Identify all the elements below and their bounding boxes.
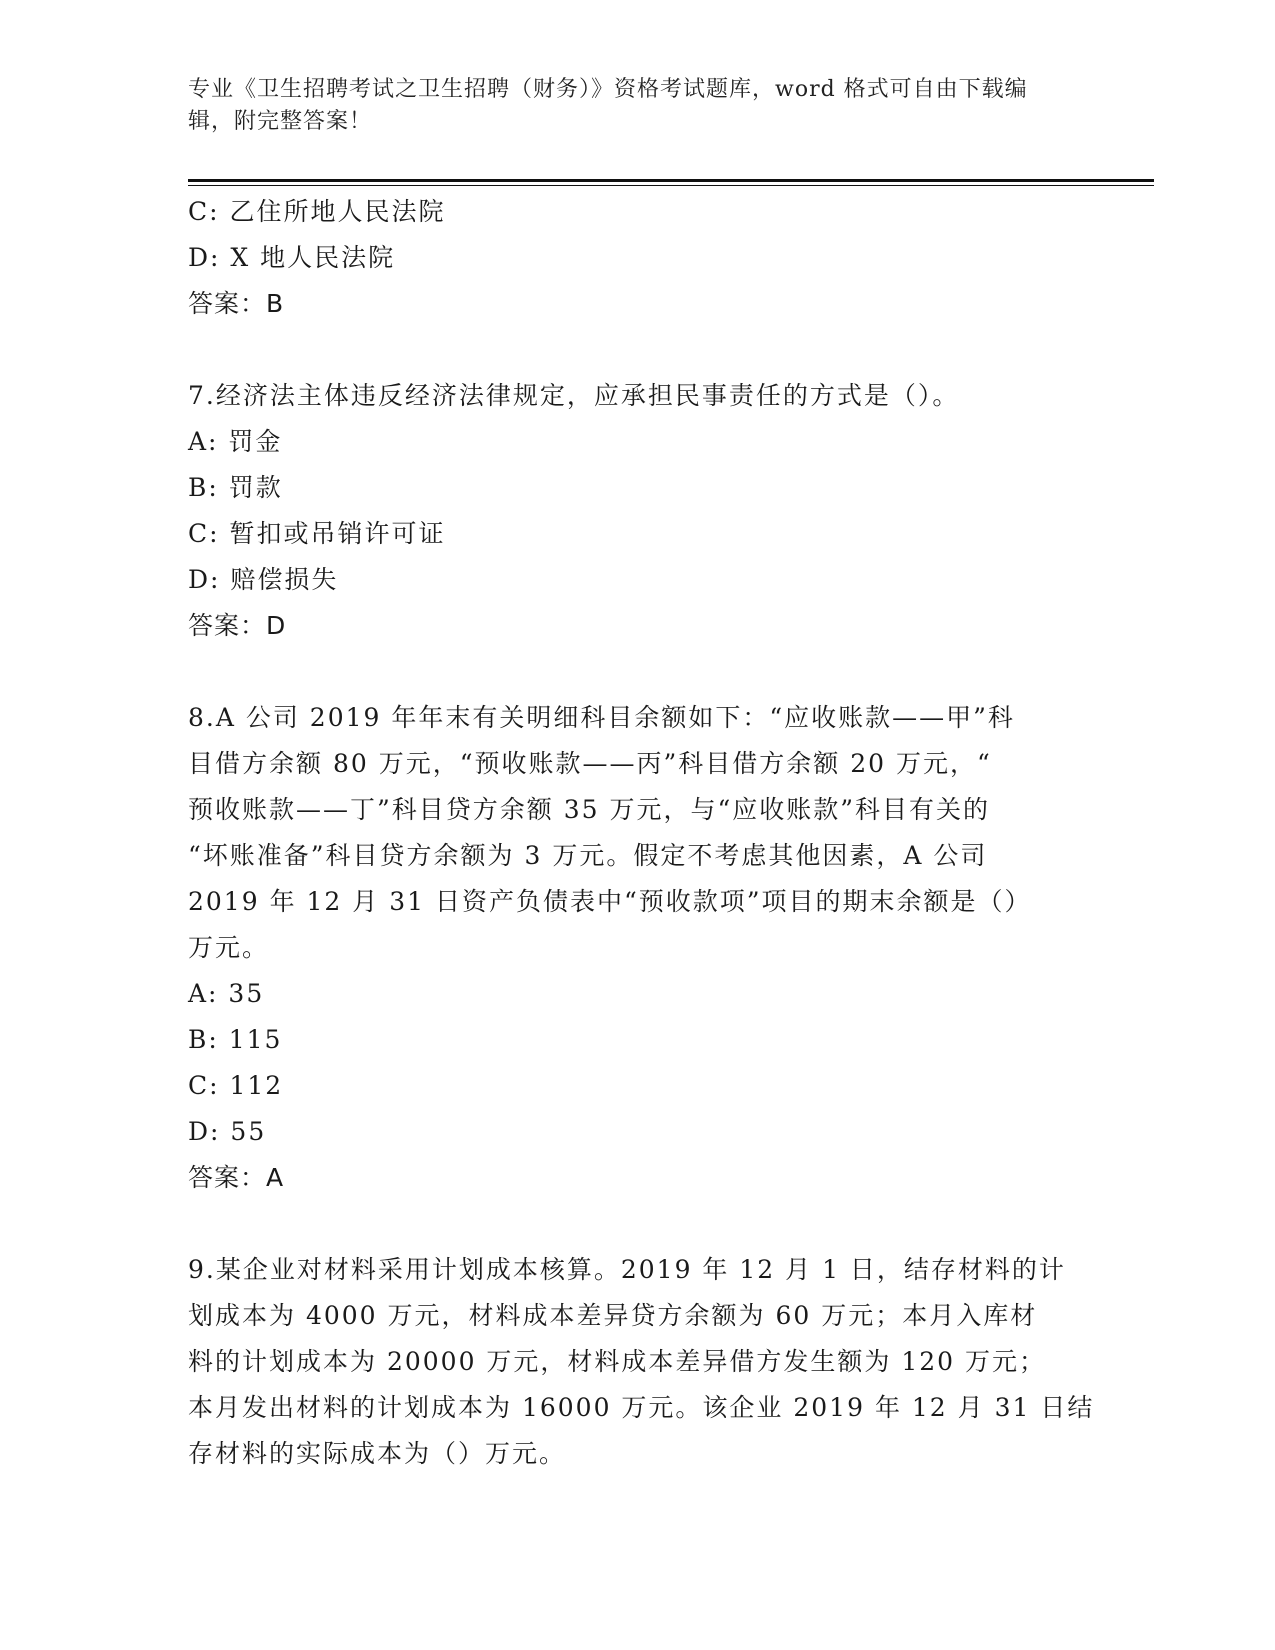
question-text-line: 万元。 xyxy=(188,933,270,962)
answer-label: 答案：B xyxy=(188,289,285,318)
previous-question xyxy=(188,189,1088,327)
option-c: C: 暂扣或吊销许可证 xyxy=(188,519,446,548)
question-9 xyxy=(188,1247,1095,1477)
spacer xyxy=(188,649,1088,695)
question-text-line: 2019 年 12 月 31 日资产负债表中“预收款项”项目的期末余额是（） xyxy=(188,887,1032,916)
option-d: D: X 地人民法院 xyxy=(188,243,396,272)
question-text-line: 9.某企业对材料采用计划成本核算。2019 年 12 月 1 日，结存材料的计 xyxy=(188,1255,1066,1284)
question-8 xyxy=(188,695,1088,1201)
question-text-line: 划成本为 4000 万元，材料成本差异贷方余额为 60 万元；本月入库材 xyxy=(188,1301,1038,1330)
header-rule-thick xyxy=(188,179,1154,182)
option-b: B: 115 xyxy=(188,1025,283,1054)
option-d: D: 赔偿损失 xyxy=(188,565,339,594)
question-text-line: 8.A 公司 2019 年年末有关明细科目余额如下：“应收账款——甲”科 xyxy=(188,703,1015,732)
question-text: 7.经济法主体违反经济法律规定，应承担民事责任的方式是（）。 xyxy=(188,381,960,410)
answer-label: 答案：A xyxy=(188,1163,285,1192)
question-text-line: 预收账款——丁”科目贷方余额 35 万元，与“应收账款”科目有关的 xyxy=(188,795,991,824)
option-b: B: 罚款 xyxy=(188,473,283,502)
option-c: C: 112 xyxy=(188,1071,284,1100)
question-text-line: 目借方余额 80 万元，“预收账款——丙”科目借方余额 20 万元，“ xyxy=(188,749,992,778)
option-a: A: 35 xyxy=(188,979,265,1008)
question-text-line: 料的计划成本为 20000 万元，材料成本差异借方发生额为 120 万元； xyxy=(188,1347,1047,1376)
question-content xyxy=(188,189,1095,1477)
question-text-line: “坏账准备”科目贷方余额为 3 万元。假定不考虑其他因素，A 公司 xyxy=(188,841,988,870)
question-text-line: 本月发出材料的计划成本为 16000 万元。该企业 2019 年 12 月 31 日结 xyxy=(188,1393,1095,1422)
header-rule-thin xyxy=(188,185,1154,186)
option-d: D: 55 xyxy=(188,1117,267,1146)
spacer xyxy=(188,327,1088,373)
answer-label: 答案：D xyxy=(188,611,287,640)
option-c: C: 乙住所地人民法院 xyxy=(188,197,446,226)
spacer xyxy=(188,1201,1088,1247)
option-a: A: 罚金 xyxy=(188,427,283,456)
document-header xyxy=(188,74,1068,138)
question-7 xyxy=(188,373,1088,649)
header-title: 专业《卫生招聘考试之卫生招聘（财务）》资格考试题库，word 格式可自由下载编辑，附完整答案！ xyxy=(188,77,1028,134)
question-text-line: 存材料的实际成本为（）万元。 xyxy=(188,1439,567,1468)
